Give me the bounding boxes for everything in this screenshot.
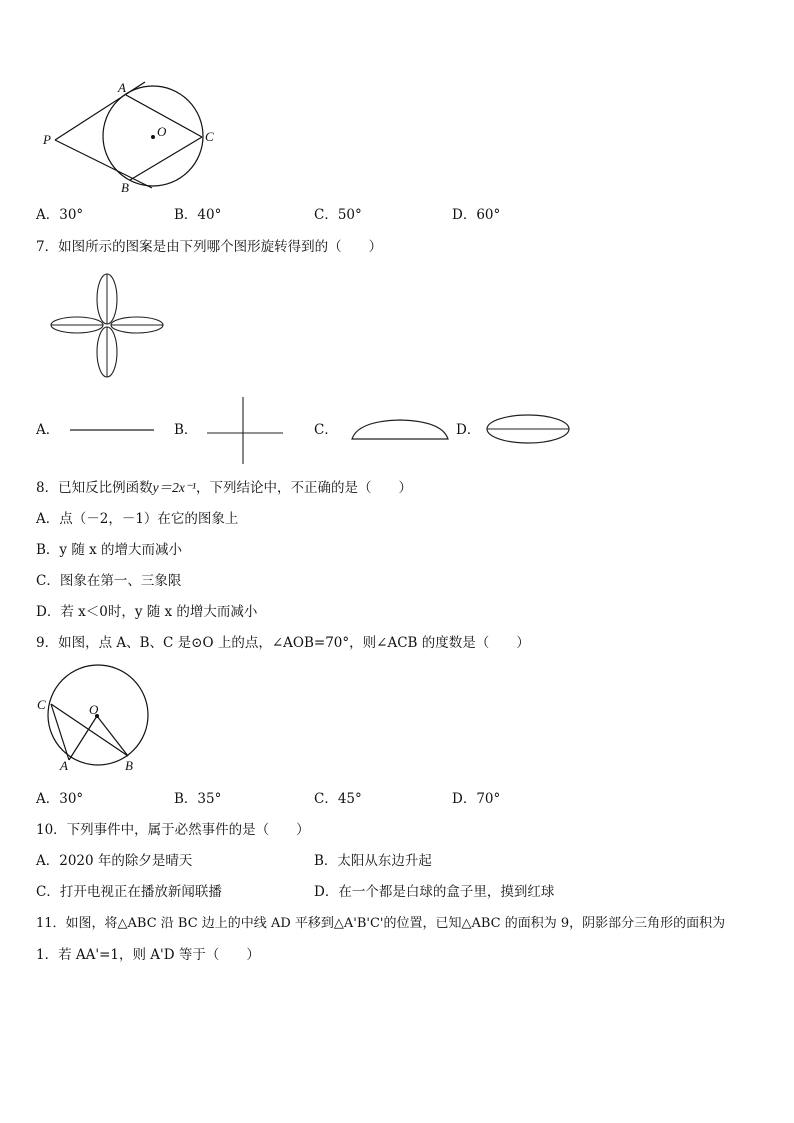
q9-label-o: O xyxy=(89,702,99,717)
q6-label-b: B xyxy=(121,180,129,195)
q6-option-b[interactable]: B．40° xyxy=(174,207,222,223)
q8-stem-before: 8．已知反比例函数 xyxy=(36,480,153,496)
q9-segment-ob xyxy=(97,716,128,756)
q8-stem-after: ，下列结论中，不正确的是（ ） xyxy=(196,480,413,496)
q8-stem xyxy=(36,479,412,497)
q7-option-a-figure[interactable] xyxy=(68,425,158,435)
q9-label-b: B xyxy=(125,758,133,773)
q8-option-a[interactable]: A．点（－2，－1）在它的图象上 xyxy=(36,511,239,527)
q6-option-c[interactable]: C．50° xyxy=(314,207,362,223)
q6-label-p: P xyxy=(43,132,51,147)
q7-option-d[interactable]: D． xyxy=(456,422,481,438)
q6-tangent-pa xyxy=(55,82,145,140)
q6-label-o: O xyxy=(157,124,167,139)
q9-label-c: C xyxy=(37,697,46,712)
q6-option-d[interactable]: D．60° xyxy=(452,207,501,223)
q6-chord-bc xyxy=(130,137,202,180)
q7-option-c-half-ellipse xyxy=(352,420,448,439)
q8-option-c[interactable]: C．图象在第一、三象限 xyxy=(36,573,182,589)
q9-option-d[interactable]: D．70° xyxy=(452,791,501,807)
q9-option-a[interactable]: A．30° xyxy=(36,791,84,807)
q7-option-d-figure[interactable] xyxy=(484,412,572,446)
q7-option-c-figure[interactable] xyxy=(350,415,450,441)
q8-formula: y＝2x⁻¹ xyxy=(152,480,197,495)
q7-pattern-figure xyxy=(48,272,168,382)
q10-option-b[interactable]: B．太阳从东边升起 xyxy=(314,853,432,869)
q8-option-b[interactable]: B．y 随 x 的增大而减小 xyxy=(36,542,183,558)
q9-option-b[interactable]: B．35° xyxy=(174,791,222,807)
q11-stem-line2: 1．若 AA'=1，则 A'D 等于（ ） xyxy=(36,947,260,963)
q6-center-point xyxy=(151,135,155,139)
q11-stem-line1: 11．如图，将△ABC 沿 BC 边上的中线 AD 平移到△A'B'C'的位置，已知△ABC 的面积为 9，阴影部分三角形的面积为 xyxy=(36,916,726,931)
q7-option-b-figure[interactable] xyxy=(205,396,285,466)
q10-stem: 10．下列事件中，属于必然事件的是（ ） xyxy=(36,822,310,838)
q10-option-a[interactable]: A．2020 年的除夕是晴天 xyxy=(36,853,193,869)
q9-option-c[interactable]: C．45° xyxy=(314,791,362,807)
q7-option-a[interactable]: A． xyxy=(36,422,60,438)
q9-stem: 9．如图，点 A、B、C 是⊙O 上的点，∠AOB=70°，则∠ACB 的度数是（ ） xyxy=(36,635,530,651)
q7-stem: 7．如图所示的图案是由下列哪个图形旋转得到的（ ） xyxy=(36,239,383,255)
q7-option-b[interactable]: B． xyxy=(174,422,198,438)
q6-tangent-pb xyxy=(55,140,152,188)
q9-segment-oa xyxy=(69,716,97,760)
q7-option-c[interactable]: C． xyxy=(314,422,338,438)
q9-label-a: A xyxy=(60,758,68,773)
q10-option-d[interactable]: D．在一个都是白球的盒子里，摸到红球 xyxy=(314,884,555,900)
q6-option-a[interactable]: A．30° xyxy=(36,207,84,223)
q8-option-d[interactable]: D．若 x＜0时，y 随 x 的增大而减小 xyxy=(36,604,258,620)
q6-label-a: A xyxy=(118,80,126,95)
q9-segment-ca xyxy=(51,704,69,760)
q6-label-c: C xyxy=(205,129,214,144)
q10-option-c[interactable]: C．打开电视正在播放新闻联播 xyxy=(36,884,222,900)
